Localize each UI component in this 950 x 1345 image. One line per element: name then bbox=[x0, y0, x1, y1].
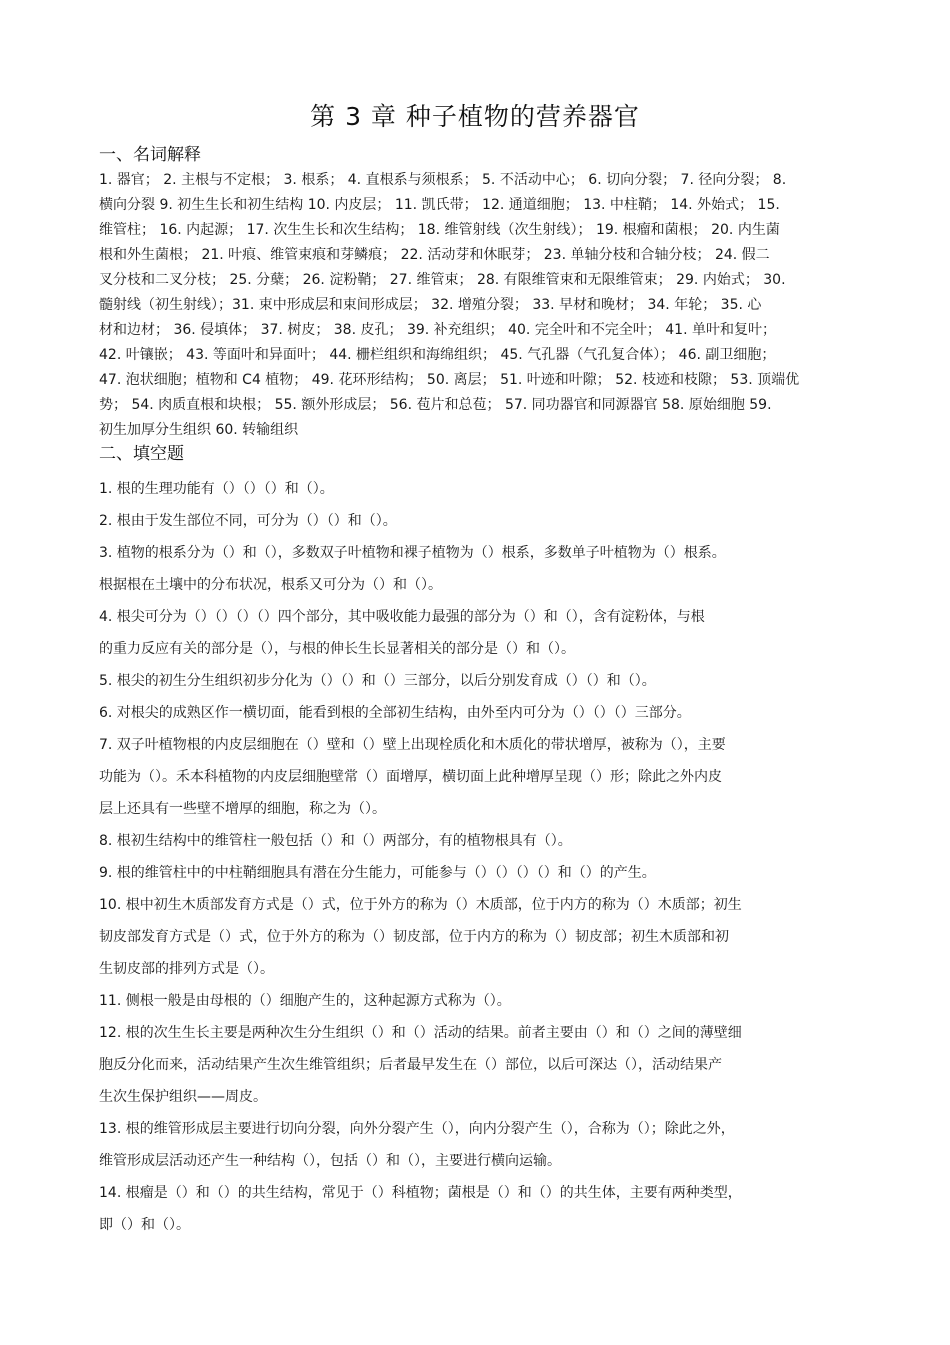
question-line: 根据根在土壤中的分布状况，根系又可分为（）和（）。 bbox=[99, 577, 442, 593]
question-line: 6. 对根尖的成熟区作一横切面，能看到根的全部初生结构，由外至内可分为（）（）（）三部分。 bbox=[99, 705, 691, 721]
question-line: 8. 根初生结构中的维管柱一般包括（）和（）两部分，有的植物根具有（）。 bbox=[99, 833, 572, 849]
question-line: 13. 根的维管形成层主要进行切向分裂，向外分裂产生（），向内分裂产生（），合称为（）；除此之外， bbox=[99, 1121, 735, 1137]
glossary-line: 横向分裂 9. 初生生长和初生结构 10. 内皮层； 11. 凯氏带； 12. 通道细胞； 13. 中柱鞘； 14. 外始式； 15. bbox=[99, 197, 780, 213]
question-line: 9. 根的维管柱中的中柱鞘细胞具有潜在分生能力，可能参与（）（）（）（）和（）的产生。 bbox=[99, 865, 656, 881]
glossary-line: 材和边材； 36. 侵填体； 37. 树皮； 38. 皮孔； 39. 补充组织； 40. 完全叶和不完全叶； 41. 单叶和复叶； bbox=[99, 322, 776, 338]
question-line: 韧皮部发育方式是（）式，位于外方的称为（）韧皮部，位于内方的称为（）韧皮部；初生木质部和初 bbox=[99, 929, 729, 945]
glossary-line: 叉分枝和二叉分枝； 25. 分蘖； 26. 淀粉鞘； 27. 维管束； 28. 有限维管束和无限维管束； 29. 内始式； 30. bbox=[99, 272, 786, 288]
question-line: 3. 植物的根系分为（）和（），多数双子叶植物和裸子植物为（）根系，多数单子叶植物为（）根系。 bbox=[99, 545, 726, 561]
question-line: 4. 根尖可分为（）（）（）（）四个部分，其中吸收能力最强的部分为（）和（），含有淀粉体，与根 bbox=[99, 609, 705, 625]
glossary-line: 1. 器官； 2. 主根与不定根； 3. 根系； 4. 直根系与须根系； 5. 不活动中心； 6. 切向分裂； 7. 径向分裂； 8. bbox=[99, 172, 787, 188]
glossary-line: 根和外生菌根； 21. 叶痕、维管束痕和芽鳞痕； 22. 活动芽和休眠芽； 23. 单轴分枝和合轴分枝； 24. 假二 bbox=[99, 247, 770, 263]
fill-blank-questions bbox=[99, 473, 799, 1241]
question-line: 11. 侧根一般是由母根的（）细胞产生的，这种起源方式称为（）。 bbox=[99, 993, 511, 1009]
question-line: 即（）和（）。 bbox=[99, 1217, 190, 1233]
question-line: 1. 根的生理功能有（）（）（）和（）。 bbox=[99, 481, 334, 497]
question-line: 生次生保护组织——周皮。 bbox=[99, 1089, 267, 1105]
question-line: 14. 根瘤是（）和（）的共生结构，常见于（）科植物；菌根是（）和（）的共生体，主要有两种类型， bbox=[99, 1185, 742, 1201]
glossary-line: 维管柱； 16. 内起源； 17. 次生生长和次生结构； 18. 维管射线（次生射线）； 19. 根瘤和菌根； 20. 内生菌 bbox=[99, 222, 780, 238]
glossary-terms bbox=[99, 168, 859, 443]
glossary-line: 42. 叶镶嵌； 43. 等面叶和异面叶； 44. 栅栏组织和海绵组织； 45. 气孔器（气孔复合体）； 46. 副卫细胞； bbox=[99, 347, 776, 363]
question-line: 胞反分化而来，活动结果产生次生维管组织；后者最早发生在（）部位，以后可深达（），活动结果产 bbox=[99, 1057, 722, 1073]
glossary-line: 初生加厚分生组织 60. 转输组织 bbox=[99, 422, 299, 438]
question-line: 10. 根中初生木质部发育方式是（）式，位于外方的称为（）木质部，位于内方的称为（）木质部；初生 bbox=[99, 897, 742, 913]
question-line: 的重力反应有关的部分是（），与根的伸长生长显著相关的部分是（）和（）。 bbox=[99, 641, 575, 657]
section-heading-fill-blanks: 二、填空题 bbox=[99, 444, 184, 464]
question-line: 生韧皮部的排列方式是（）。 bbox=[99, 961, 274, 977]
question-line: 功能为（）。禾本科植物的内皮层细胞壁常（）面增厚，横切面上此种增厚呈现（）形；除此之外内皮 bbox=[99, 769, 722, 785]
glossary-line: 势； 54. 肉质直根和块根； 55. 额外形成层； 56. 苞片和总苞； 57. 同功器官和同源器官 58. 原始细胞 59. bbox=[99, 397, 772, 413]
question-line: 12. 根的次生生长主要是两种次生分生组织（）和（）活动的结果。前者主要由（）和（）之间的薄壁细 bbox=[99, 1025, 742, 1041]
chapter-title: 第 3 章 种子植物的营养器官 bbox=[310, 102, 640, 131]
section-heading-glossary: 一、名词解释 bbox=[99, 145, 201, 165]
question-line: 2. 根由于发生部位不同，可分为（）（）和（）。 bbox=[99, 513, 397, 529]
question-line: 层上还具有一些壁不增厚的细胞，称之为（）。 bbox=[99, 801, 386, 817]
glossary-line: 47. 泡状细胞；植物和 C4 植物； 49. 花环形结构； 50. 离层； 51. 叶迹和叶隙； 52. 枝迹和枝隙； 53. 顶端优 bbox=[99, 372, 800, 388]
question-line: 5. 根尖的初生分生组织初步分化为（）（）和（）三部分，以后分别发育成（）（）和（）。 bbox=[99, 673, 656, 689]
question-line: 7. 双子叶植物根的内皮层细胞在（）壁和（）壁上出现栓质化和木质化的带状增厚，被称为（），主要 bbox=[99, 737, 726, 753]
glossary-line: 髓射线（初生射线）；31. 束中形成层和束间形成层； 32. 增殖分裂； 33. 早材和晚材； 34. 年轮； 35. 心 bbox=[99, 297, 762, 313]
question-line: 维管形成层活动还产生一种结构（），包括（）和（），主要进行横向运输。 bbox=[99, 1153, 561, 1169]
